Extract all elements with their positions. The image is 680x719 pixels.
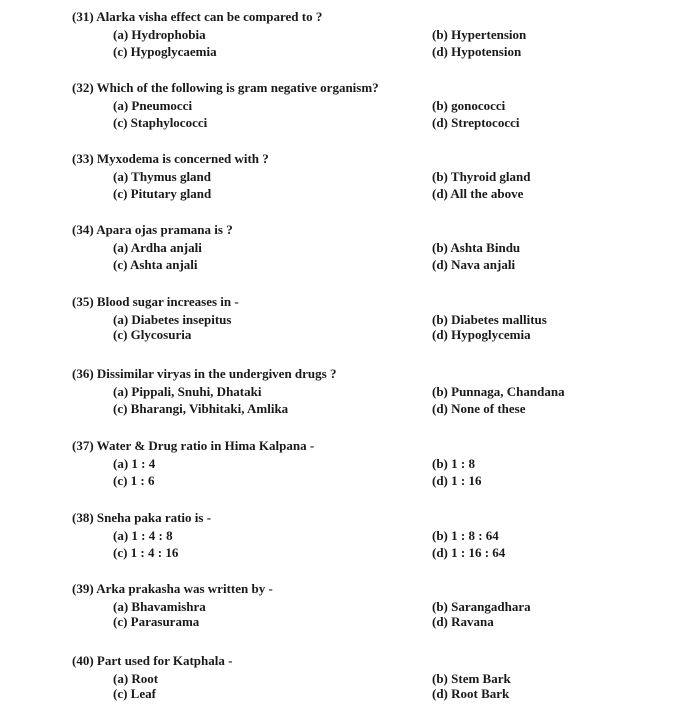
question-33 — [0, 151, 680, 211]
question-39 — [0, 581, 680, 641]
option-d: (d) All the above — [432, 186, 524, 201]
option-a: (a) Thymus gland — [113, 169, 212, 184]
option-d: (d) Ravana — [432, 614, 494, 629]
option-c: (c) Hypoglycaemia — [113, 44, 217, 59]
option-b: (b) Ashta Bindu — [432, 240, 521, 255]
option-c: (c) Bharangi, Vibhitaki, Amlika — [113, 401, 289, 416]
option-a: (a) 1 : 4 : 8 — [113, 528, 173, 543]
option-b: (b) Thyroid gland — [432, 169, 531, 184]
option-b: (b) Hypertension — [432, 27, 527, 42]
question-text: (36) Dissimilar viryas in the undergiven drugs ? — [72, 366, 337, 381]
question-text: (33) Myxodema is concerned with ? — [72, 151, 269, 166]
option-a: (a) Pippali, Snuhi, Dhataki — [113, 384, 262, 399]
option-c: (c) 1 : 4 : 16 — [113, 545, 179, 560]
option-b: (b) Diabetes mallitus — [432, 312, 547, 327]
question-36 — [0, 366, 680, 426]
option-c: (c) Glycosuria — [113, 327, 192, 342]
option-a: (a) Hydrophobia — [113, 27, 206, 42]
question-40 — [0, 653, 680, 713]
question-text: (32) Which of the following is gram negative organism? — [72, 80, 379, 95]
question-text: (40) Part used for Katphala - — [72, 653, 233, 668]
question-34 — [0, 222, 680, 282]
option-a: (a) Diabetes insepitus — [113, 312, 232, 327]
question-37 — [0, 438, 680, 498]
question-32 — [0, 80, 680, 140]
option-c: (c) Pitutary gland — [113, 186, 212, 201]
option-d: (d) 1 : 16 : 64 — [432, 545, 506, 560]
option-d: (d) None of these — [432, 401, 526, 416]
question-text: (31) Alarka visha effect can be compared to ? — [72, 9, 323, 24]
option-d: (d) 1 : 16 — [432, 473, 482, 488]
option-a: (a) 1 : 4 — [113, 456, 156, 471]
option-a: (a) Bhavamishra — [113, 599, 206, 614]
question-38 — [0, 510, 680, 570]
option-b: (b) 1 : 8 — [432, 456, 475, 471]
option-a: (a) Ardha anjali — [113, 240, 202, 255]
question-text: (34) Apara ojas pramana is ? — [72, 222, 233, 237]
option-d: (d) Nava anjali — [432, 257, 516, 272]
question-text: (38) Sneha paka ratio is - — [72, 510, 212, 525]
option-c: (c) Leaf — [113, 686, 156, 701]
question-text: (37) Water & Drug ratio in Hima Kalpana - — [72, 438, 315, 453]
option-b: (b) Stem Bark — [432, 671, 511, 686]
option-d: (d) Root Bark — [432, 686, 510, 701]
option-d: (d) Hypotension — [432, 44, 522, 59]
option-d: (d) Streptococci — [432, 115, 520, 130]
question-text: (39) Arka prakasha was written by - — [72, 581, 273, 596]
option-b: (b) Punnaga, Chandana — [432, 384, 565, 399]
option-a: (a) Pneumocci — [113, 98, 193, 113]
option-c: (c) Staphylococci — [113, 115, 208, 130]
option-b: (b) Sarangadhara — [432, 599, 531, 614]
option-c: (c) Parasurama — [113, 614, 200, 629]
option-a: (a) Root — [113, 671, 159, 686]
option-b: (b) gonococci — [432, 98, 506, 113]
option-b: (b) 1 : 8 : 64 — [432, 528, 499, 543]
question-31 — [0, 9, 680, 69]
question-text: (35) Blood sugar increases in - — [72, 294, 239, 309]
option-d: (d) Hypoglycemia — [432, 327, 531, 342]
option-c: (c) Ashta anjali — [113, 257, 198, 272]
question-35 — [0, 294, 680, 354]
option-c: (c) 1 : 6 — [113, 473, 155, 488]
